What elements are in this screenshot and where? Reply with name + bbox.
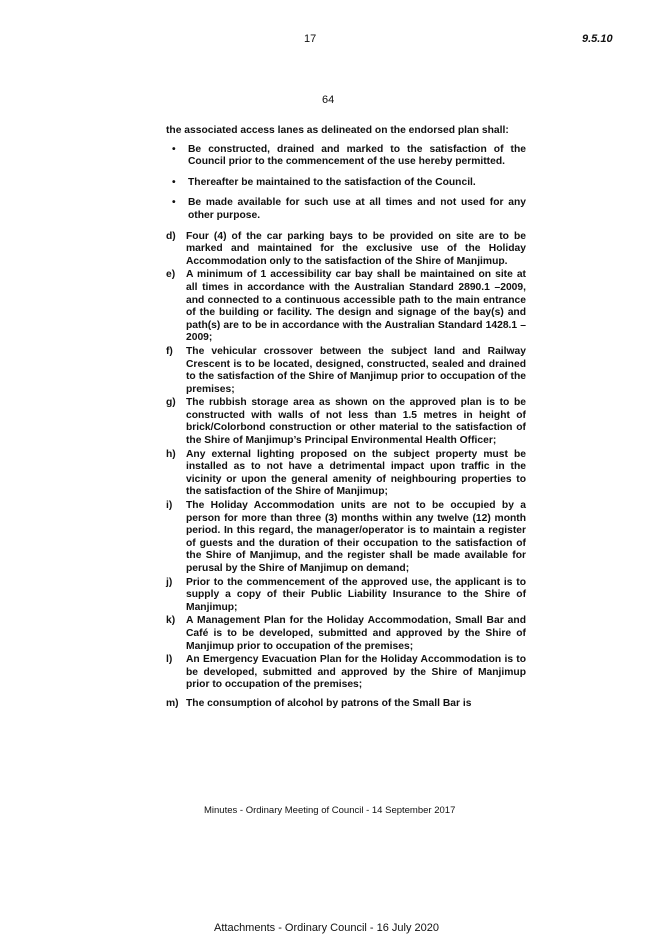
- condition-label: k): [166, 615, 176, 627]
- condition-text: An Emergency Evacuation Plan for the Holiday Accommodation is to be developed, submitted and approved by the Shire of Manjimup prior to occupation of the premises;: [186, 654, 526, 691]
- condition-text: A minimum of 1 accessibility car bay shall be maintained on site at all times in accordance with the Australian Standard 2890.1 –2009, and connected to a continuous accessible path to the main entrance of the building or facility. The design and signage of the bay(s) and path(s) are to be in accordance with the Australian Standard 1428.1 – 2009;: [186, 269, 526, 344]
- condition-text: The Holiday Accommodation units are not to be occupied by a person for more than three (3) months within any twelve (12) month period. In this regard, the manager/operator is to maintain a register of guests and the duration of their occupation to the satisfaction of the Shire of Manjimup, and the register shall be made available for perusal by the Shire of Manjimup on demand;: [186, 500, 526, 574]
- bullet-icon: •: [172, 143, 176, 155]
- condition-label: i): [166, 500, 173, 512]
- bullet-icon: •: [172, 197, 176, 209]
- condition-item: [166, 577, 526, 615]
- condition-item: [166, 346, 526, 396]
- condition-item: [166, 615, 526, 653]
- condition-item: [166, 698, 526, 711]
- condition-item: [166, 231, 526, 269]
- minutes-footer: Minutes - Ordinary Meeting of Council - 14 September 2017: [204, 805, 456, 816]
- bullet-item: • Be constructed, drained and marked to the satisfaction of the Council prior to the commencement of the use hereby permitted.: [172, 143, 526, 168]
- condition-label: j): [166, 576, 173, 588]
- condition-label: e): [166, 269, 176, 281]
- condition-label: d): [166, 230, 176, 242]
- condition-label: h): [166, 448, 176, 460]
- condition-item: [166, 654, 526, 692]
- condition-text: The consumption of alcohol by patrons of the Small Bar is: [186, 697, 472, 709]
- condition-text: Four (4) of the car parking bays to be provided on site are to be marked and maintained for the exclusive use of the Holiday Accommodation only to the satisfaction of the Shire of Manjimup.: [186, 230, 526, 267]
- condition-label: g): [166, 397, 176, 409]
- conditions-body: [166, 125, 526, 712]
- condition-label: l): [166, 654, 173, 666]
- bullet-list: [166, 144, 526, 223]
- condition-text: The rubbish storage area as shown on the approved plan is to be constructed with walls of not less than 1.5 metres in height of brick/Colorbond construction or other material to the satisfaction of the Shire of Manjimup’s Principal Environmental Health Officer;: [186, 397, 526, 447]
- inner-page-number: 64: [322, 94, 335, 106]
- condition-item: [166, 500, 526, 576]
- attachments-footer: Attachments - Ordinary Council - 16 July 2020: [214, 922, 439, 934]
- condition-text: A Management Plan for the Holiday Accommodation, Small Bar and Café is to be developed, submitted and approved by the Shire of Manjimup prior to occupation of the premises;: [186, 615, 526, 652]
- condition-text: Prior to the commencement of the approved use, the applicant is to supply a copy of their Public Liability Insurance to the Shire of Manjimup;: [186, 576, 526, 613]
- intro-text: the associated access lanes as delineated on the endorsed plan shall:: [166, 125, 509, 136]
- condition-label: f): [166, 345, 173, 357]
- bullet-item: • Be made available for such use at all times and not used for any other purpose.: [172, 197, 526, 221]
- condition-label: m): [166, 697, 179, 709]
- condition-text: The vehicular crossover between the subject land and Railway Crescent is to be located, designed, constructed, sealed and drained to the satisfaction of the Shire of Manjimup prior to occupation of the premises;: [186, 345, 526, 395]
- condition-item: [166, 269, 526, 345]
- bullet-icon: •: [172, 176, 176, 188]
- condition-item: [166, 449, 526, 499]
- bullet-item: • Thereafter be maintained to the satisfaction of the Council.: [172, 176, 476, 188]
- condition-item: [166, 397, 526, 447]
- page-number: 17: [304, 33, 317, 45]
- condition-text: Any external lighting proposed on the subject property must be installed as to not have a detrimental impact upon traffic in the vicinity or upon the general amenity of neighbouring properties to the satisfaction of the Shire of Manjimup;: [186, 448, 526, 498]
- item-reference: 9.5.10: [582, 33, 613, 45]
